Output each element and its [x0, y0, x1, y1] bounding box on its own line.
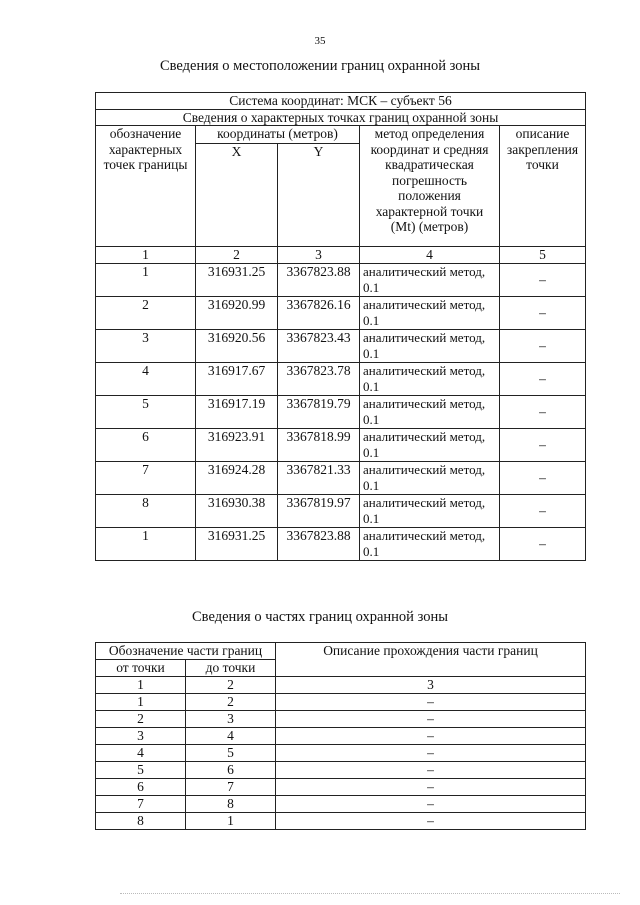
point-cell: 6	[96, 428, 196, 461]
to-cell: 6	[186, 762, 276, 779]
table-row	[96, 362, 586, 395]
y-cell: 3367826.16	[278, 296, 360, 329]
desc-cell: –	[276, 813, 586, 830]
page-title: Сведения о местоположении границ охранной зоны	[159, 58, 480, 74]
col-header-desc: описание закрепления точки	[500, 126, 586, 247]
col-number: 4	[360, 247, 500, 264]
table-row	[96, 296, 586, 329]
point-cell: 1	[96, 263, 196, 296]
method-cell: аналитический метод, 0.1	[360, 329, 500, 362]
col-number: 2	[196, 247, 278, 264]
point-cell: 2	[96, 296, 196, 329]
to-cell: 5	[186, 745, 276, 762]
desc-cell: –	[500, 428, 586, 461]
col-header-desc: Описание прохождения части границ	[276, 643, 586, 677]
y-cell: 3367819.97	[278, 494, 360, 527]
x-cell: 316923.91	[196, 428, 278, 461]
desc-cell: –	[276, 745, 586, 762]
points-header: Сведения о характерных точках границ охранной зоны	[96, 109, 586, 126]
desc-cell: –	[500, 527, 586, 560]
to-cell: 7	[186, 779, 276, 796]
coordinate-system-header: Система координат: МСК – субъект 56	[96, 93, 586, 110]
x-cell: 316924.28	[196, 461, 278, 494]
col-header-to: до точки	[186, 660, 276, 677]
page-number: 35	[314, 35, 326, 47]
desc-cell: –	[500, 395, 586, 428]
table-row	[96, 494, 586, 527]
coordinates-table	[95, 92, 586, 561]
x-cell: 316920.99	[196, 296, 278, 329]
to-cell: 1	[186, 813, 276, 830]
scan-artifact	[120, 893, 620, 896]
col-number: 3	[276, 677, 586, 694]
to-cell: 3	[186, 711, 276, 728]
to-cell: 2	[186, 694, 276, 711]
table-row	[96, 745, 586, 762]
table-row	[96, 762, 586, 779]
boundary-parts-table	[95, 642, 586, 830]
col-number: 1	[96, 247, 196, 264]
y-cell: 3367821.33	[278, 461, 360, 494]
method-cell: аналитический метод, 0.1	[360, 527, 500, 560]
from-cell: 8	[96, 813, 186, 830]
col-header-y: Y	[278, 144, 360, 247]
method-cell: аналитический метод, 0.1	[360, 362, 500, 395]
table-row	[96, 461, 586, 494]
col-header-method: метод определения координат и средняя квадратическая погрешность положения характерной точки (Mt) (метров)	[360, 126, 500, 247]
table-row	[96, 796, 586, 813]
table-row	[96, 428, 586, 461]
y-cell: 3367819.79	[278, 395, 360, 428]
table-row	[96, 329, 586, 362]
col-number: 2	[186, 677, 276, 694]
from-cell: 5	[96, 762, 186, 779]
point-cell: 1	[96, 527, 196, 560]
to-cell: 8	[186, 796, 276, 813]
desc-cell: –	[276, 694, 586, 711]
y-cell: 3367823.78	[278, 362, 360, 395]
col-header-from: от точки	[96, 660, 186, 677]
method-cell: аналитический метод, 0.1	[360, 395, 500, 428]
x-cell: 316920.56	[196, 329, 278, 362]
method-cell: аналитический метод, 0.1	[360, 494, 500, 527]
col-header-x: X	[196, 144, 278, 247]
x-cell: 316917.19	[196, 395, 278, 428]
table-row	[96, 728, 586, 745]
table-row	[96, 527, 586, 560]
method-cell: аналитический метод, 0.1	[360, 461, 500, 494]
col-number: 1	[96, 677, 186, 694]
point-cell: 5	[96, 395, 196, 428]
point-cell: 4	[96, 362, 196, 395]
desc-cell: –	[276, 711, 586, 728]
desc-cell: –	[500, 263, 586, 296]
to-cell: 4	[186, 728, 276, 745]
from-cell: 2	[96, 711, 186, 728]
table-row	[96, 263, 586, 296]
from-cell: 4	[96, 745, 186, 762]
method-cell: аналитический метод, 0.1	[360, 428, 500, 461]
point-cell: 8	[96, 494, 196, 527]
table-row	[96, 711, 586, 728]
y-cell: 3367823.88	[278, 527, 360, 560]
col-number: 5	[500, 247, 586, 264]
x-cell: 316917.67	[196, 362, 278, 395]
desc-cell: –	[500, 461, 586, 494]
section-title: Сведения о частях границ охранной зоны	[192, 609, 448, 625]
col-header-point: обозначение характерных точек границы	[96, 126, 196, 247]
method-cell: аналитический метод, 0.1	[360, 263, 500, 296]
x-cell: 316931.25	[196, 527, 278, 560]
point-cell: 7	[96, 461, 196, 494]
y-cell: 3367823.88	[278, 263, 360, 296]
from-cell: 6	[96, 779, 186, 796]
from-cell: 3	[96, 728, 186, 745]
y-cell: 3367818.99	[278, 428, 360, 461]
desc-cell: –	[276, 728, 586, 745]
x-cell: 316930.38	[196, 494, 278, 527]
desc-cell: –	[276, 762, 586, 779]
col-header-coords: координаты (метров)	[196, 126, 360, 144]
table-row	[96, 813, 586, 830]
from-cell: 7	[96, 796, 186, 813]
y-cell: 3367823.43	[278, 329, 360, 362]
method-cell: аналитический метод, 0.1	[360, 296, 500, 329]
table-row	[96, 779, 586, 796]
table-row	[96, 395, 586, 428]
desc-cell: –	[500, 362, 586, 395]
desc-cell: –	[500, 329, 586, 362]
point-cell: 3	[96, 329, 196, 362]
x-cell: 316931.25	[196, 263, 278, 296]
desc-cell: –	[500, 296, 586, 329]
desc-cell: –	[500, 494, 586, 527]
from-cell: 1	[96, 694, 186, 711]
desc-cell: –	[276, 796, 586, 813]
col-number: 3	[278, 247, 360, 264]
desc-cell: –	[276, 779, 586, 796]
col-header-part: Обозначение части границ	[96, 643, 276, 660]
table-row	[96, 694, 586, 711]
